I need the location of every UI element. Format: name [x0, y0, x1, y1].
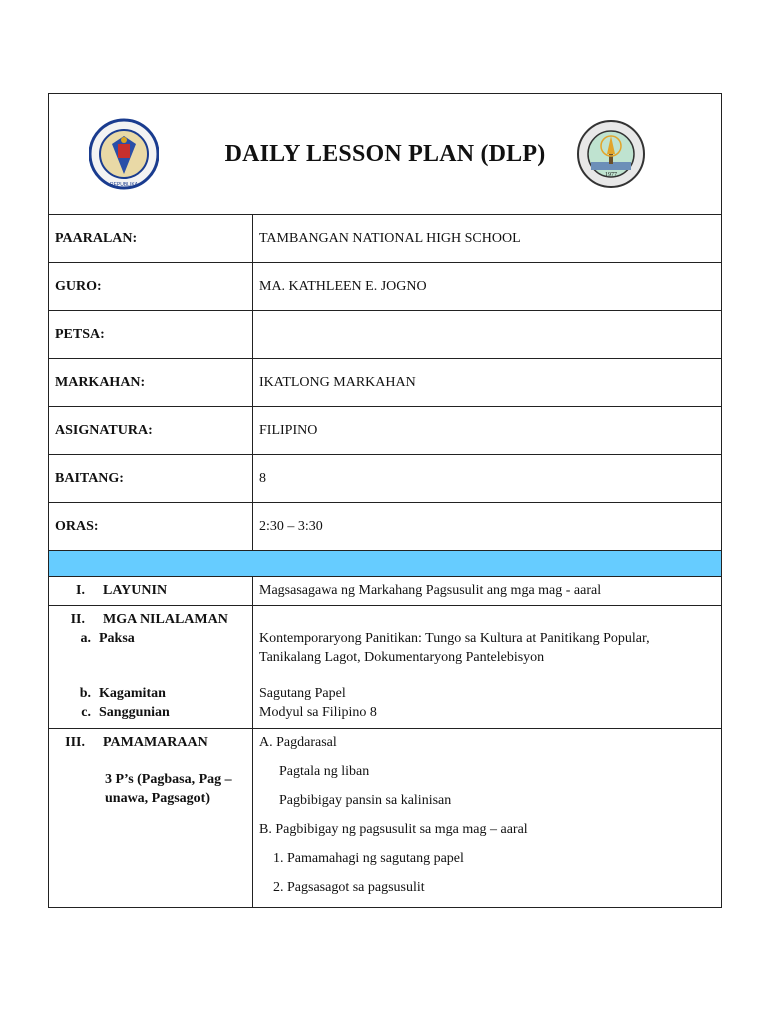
step-item: 2. Pagsasagot sa pagsusulit	[273, 880, 425, 895]
kagamitan-label: Kagamitan	[99, 686, 166, 701]
info-value: IKATLONG MARKAHAN	[253, 359, 722, 407]
info-label: GURO:	[49, 263, 253, 311]
info-label: BAITANG:	[49, 455, 253, 503]
kagamitan-value: Sagutang Papel	[259, 686, 346, 701]
nilalaman-number: II.	[70, 612, 85, 627]
sanggunian-value: Modyul sa Filipino 8	[259, 705, 377, 720]
step-item: A. Pagdarasal	[259, 735, 337, 750]
layunin-label: LAYUNIN	[103, 583, 168, 598]
svg-text:REPUBLIKA: REPUBLIKA	[109, 182, 139, 188]
three-ps-line-1: 3 P’s (Pagbasa, Pag –	[105, 772, 232, 787]
info-row	[49, 359, 722, 407]
header-row	[49, 94, 722, 215]
info-row	[49, 215, 722, 263]
divider-band-cell	[49, 551, 722, 577]
header-cell	[49, 94, 722, 215]
info-value: MA. KATHLEEN E. JOGNO	[253, 263, 722, 311]
svg-text:1977: 1977	[605, 172, 618, 178]
info-value: FILIPINO	[253, 407, 722, 455]
info-value: 8	[253, 455, 722, 503]
info-label: PETSA:	[49, 311, 253, 359]
nilalaman-row	[49, 606, 722, 729]
three-ps-note	[105, 770, 246, 808]
paksa-label: Paksa	[99, 631, 135, 646]
section-divider-band	[49, 551, 722, 577]
paksa-number: a.	[80, 631, 91, 646]
layunin-value: Magsasagawa ng Markahang Pagsusulit ang mga mag - aaral	[253, 577, 722, 606]
lesson-plan-document	[48, 93, 721, 908]
sanggunian-label: Sanggunian	[99, 705, 170, 720]
pamamaraan-row	[49, 729, 722, 908]
info-value: 2:30 – 3:30	[253, 503, 722, 551]
nilalaman-value-cell	[253, 606, 722, 729]
school-seal-icon	[577, 118, 645, 190]
step-item: 1. Pamamahagi ng sagutang papel	[273, 851, 464, 866]
info-label: MARKAHAN:	[49, 359, 253, 407]
lesson-plan-table	[48, 93, 722, 908]
info-row	[49, 311, 722, 359]
pamamaraan-steps-cell	[253, 729, 722, 908]
info-row	[49, 407, 722, 455]
info-value: TAMBANGAN NATIONAL HIGH SCHOOL	[253, 215, 722, 263]
pamamaraan-label-cell	[49, 729, 253, 908]
sanggunian-number: c.	[81, 705, 91, 720]
deped-seal-icon	[89, 114, 159, 194]
layunin-row	[49, 577, 722, 606]
paksa-value-line-2: Tanikalang Lagot, Dokumentaryong Pantelebisyon	[259, 650, 545, 665]
info-row	[49, 455, 722, 503]
info-row	[49, 503, 722, 551]
step-item: B. Pagbibigay ng pagsusulit sa mga mag – aaral	[259, 822, 528, 837]
pamamaraan-number: III.	[65, 735, 85, 750]
pamamaraan-label: PAMAMARAAN	[103, 735, 208, 750]
layunin-number: I.	[76, 583, 85, 598]
layunin-label-cell	[49, 577, 253, 606]
step-item: Pagtala ng liban	[279, 764, 370, 779]
document-title: DAILY LESSON PLAN (DLP)	[224, 140, 546, 167]
info-value	[253, 311, 722, 359]
paksa-value-line-1: Kontemporaryong Panitikan: Tungo sa Kultura at Panitikang Popular,	[259, 631, 650, 646]
info-label: ASIGNATURA:	[49, 407, 253, 455]
info-row	[49, 263, 722, 311]
kagamitan-number: b.	[79, 686, 91, 701]
nilalaman-label: MGA NILALAMAN	[103, 612, 228, 627]
info-label: ORAS:	[49, 503, 253, 551]
step-item: Pagbibigay pansin sa kalinisan	[279, 793, 452, 808]
info-label: PAARALAN:	[49, 215, 253, 263]
nilalaman-label-cell	[49, 606, 253, 729]
three-ps-line-2: unawa, Pagsagot)	[105, 791, 211, 806]
